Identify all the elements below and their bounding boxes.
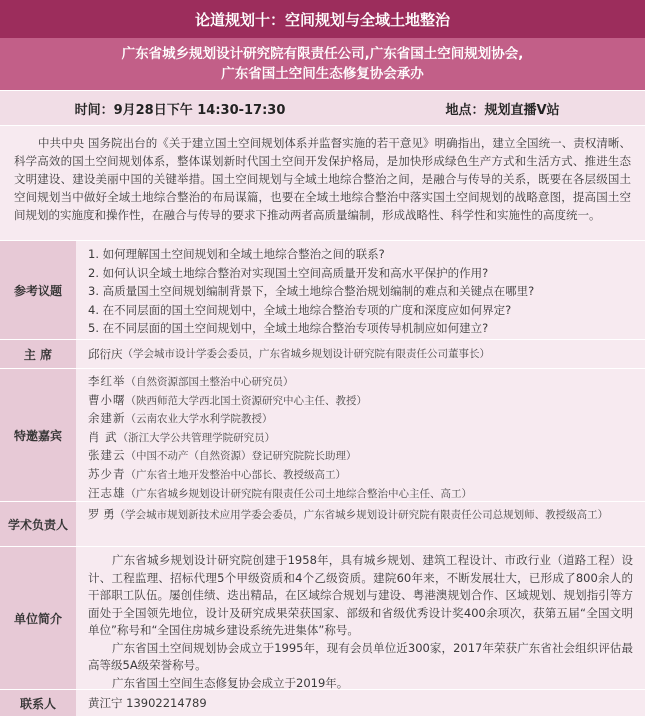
contact-value: 黄江宁 13902214789 — [76, 690, 645, 716]
chair-content — [76, 340, 645, 368]
organizers-line-1: 广东省城乡规划设计研究院有限责任公司,广东省国土空间规划协会, — [121, 46, 524, 62]
contact-label: 联系人 — [0, 690, 76, 716]
academic-name: 罗 勇 — [88, 507, 115, 521]
unit-row — [0, 546, 645, 689]
guest-item — [88, 485, 633, 504]
guest-name: 汪志雄 — [88, 485, 126, 500]
guests-list — [76, 369, 645, 501]
guests-row — [0, 368, 645, 501]
academic-affiliation: （学会城市规划新技术应用学委会委员，广东省城乡规划设计研究院有限责任公司总规划师、教授级高工） — [114, 509, 609, 521]
intro-paragraph: 中共中央 国务院出台的《关于建立国土空间规划体系并监督实施的若干意见》明确指出，建立全国统一、责权清晰、科学高效的国土空间规划体系，整体谋划新时代国土空间开发保护格局，是加快形成绿色生产方式和生活方式、推进生态文明建设、建设美丽中国的关键举措。国土空间规划与全域土地综合整治之间，是融合与传导的关系，既要在各层级国土空间规划当中做好全域土地综合整治的布局谋篇，也要在全域土地综合整治中落实国土空间规划的战略意图，提高国土空间规划的实施度和操作性，在融合与传导的要求下推动两者高质量编制，形成战略性、科学性和实施性的高度统一。 — [0, 126, 645, 240]
time-place-bar — [0, 90, 645, 126]
organizers-line-2: 广东省国土空间生态修复协会承办 — [221, 66, 424, 82]
guest-affiliation: （广东省城乡规划设计研究院有限责任公司土地综合整治中心主任、高工） — [125, 487, 472, 500]
guest-affiliation: （云南农业大学水利学院教授） — [125, 413, 273, 426]
unit-paragraph: 广东省国土空间生态修复协会成立于2019年。 — [112, 675, 349, 690]
guest-name: 李红举 — [88, 374, 126, 388]
academic-content — [76, 502, 645, 546]
topic-item: 2. 如何认识全域土地综合整治对实现国土空间高质量开发和高水平保护的作用? — [88, 265, 489, 280]
guest-item — [88, 466, 633, 485]
organizers — [0, 38, 645, 90]
academic-row — [0, 501, 645, 546]
topics-row — [0, 240, 645, 339]
topic-item: 3. 高质量国土空间规划编制背景下，全域土地综合整治规划编制的难点和关键点在哪里? — [88, 284, 535, 298]
event-title: 论道规划十：空间规划与全域土地整治 — [0, 0, 645, 38]
guest-affiliation: （自然资源部国土整治中心研究员） — [125, 376, 294, 388]
chair-affiliation: （学会城市设计学委会委员，广东省城乡规划设计研究院有限责任公司董事长） — [122, 348, 490, 360]
topics-list — [76, 241, 645, 339]
chair-label: 主 席 — [0, 340, 76, 368]
guest-item — [88, 392, 633, 411]
guests-label: 特邀嘉宾 — [0, 369, 76, 501]
guest-name: 肖 武 — [88, 429, 118, 444]
unit-paragraph: 广东省城乡规划设计研究院创建于1958年，具有城乡规划、建筑工程设计、市政行业（道路工程）设计、工程监理、招标代理5个甲级资质和4个乙级资质。建院60年来，不断发展壮大，已形成了800余人的干部职工队伍。屡创佳绩、迭出精品，在区域综合规划与建设、粤港澳规划合作、区域规划、规划指引等方面处于全国领先地位，设计及研究成果荣获国家、部级和省级优秀设计奖400余项次，获第五届“全国文明单位”称号和“全国住房城乡建设系统先进集体”称号。 — [88, 553, 633, 637]
topics-label: 参考议题 — [0, 241, 76, 339]
topic-item: 5. 在不同层面的国土空间规划中，全域土地综合整治专项传导机制应如何建立? — [88, 321, 489, 335]
contact-row — [0, 689, 645, 716]
guest-name: 余建新 — [88, 411, 126, 426]
topic-item: 4. 在不同层面的国土空间规划中，全域土地综合整治专项的广度和深度应如何界定? — [88, 302, 512, 317]
guest-name: 曹小曙 — [88, 392, 126, 407]
guest-affiliation: （广东省土地开发整治中心部长、教授级高工） — [125, 468, 346, 481]
unit-label: 单位简介 — [0, 547, 76, 689]
guest-affiliation: （陕西师范大学西北国土资源研究中心主任、教授） — [125, 394, 367, 407]
event-time: 时间：9月28日下午 14:30-17:30 — [74, 102, 286, 118]
guest-item — [88, 447, 633, 466]
guest-item — [88, 410, 633, 429]
guest-name: 苏少青 — [88, 466, 126, 481]
unit-paragraph: 广东省国土空间规划协会成立于1995年，现有会员单位近300家，2017年荣获广东省社会组织评估最高等级5A级荣誉称号。 — [88, 640, 633, 672]
guest-item — [88, 373, 633, 392]
chair-row — [0, 339, 645, 368]
topic-item: 1. 如何理解国土空间规划和全域土地综合整治之间的联系? — [88, 247, 385, 261]
guest-item — [88, 429, 633, 448]
guest-name: 张建云 — [88, 448, 126, 463]
academic-label: 学术负责人 — [0, 502, 76, 546]
guest-affiliation: （浙江大学公共管理学院研究员） — [117, 431, 276, 444]
event-place: 地点：规划直播V站 — [445, 102, 560, 118]
unit-content — [76, 547, 645, 689]
chair-name: 邱衍庆 — [88, 347, 123, 361]
guest-affiliation: （中国不动产（自然资源）登记研究院院长助理） — [125, 450, 357, 463]
